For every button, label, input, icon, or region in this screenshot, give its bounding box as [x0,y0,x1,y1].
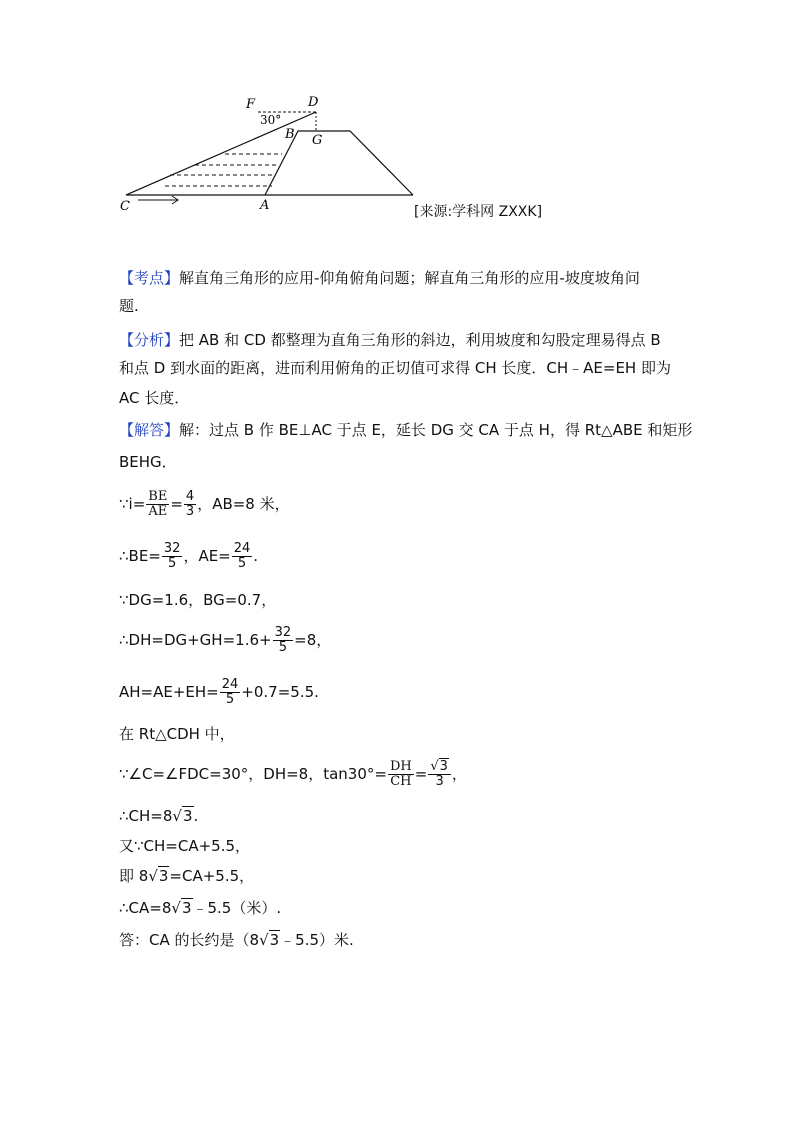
kaodian-line-2: 题. [119,297,139,315]
kaodian-text-1: 解直角三角形的应用-仰角俯角问题；解直角三角形的应用-坡度坡角问 [179,269,640,287]
fraction-32-5: $\frac{32}{5}$ [163,541,181,571]
fenxi-line-1 [119,330,661,350]
fraction-32-5b: $\frac{32}{5}$ [274,625,292,655]
step-7: ∵∠C=∠FDC=30°，DH=8，tan30°= $\frac{DH}{CH}$ = $\frac{√3}{3}$ ， [119,759,467,789]
label-a: A [260,198,270,213]
jieda-line-1 [119,420,692,440]
step-11: ∴CA=8√3﹣5.5（米）. [119,899,282,917]
label-b: B [285,127,295,142]
kaodian-tag: 【考点】 [119,269,180,287]
step-2: ∴BE= $\frac{32}{5}$ ，AE= $\frac{24}{5}$ . [119,541,259,571]
step-3: ∵DG=1.6，BG=0.7， [119,591,277,609]
step-4: ∴DH=DG+GH=1.6+ $\frac{32}{5}$ =8， [119,625,332,655]
kaodian-line-1 [119,268,640,288]
label-g: G [312,133,323,148]
jieda-line-2: BEHG． [119,453,177,471]
step-6: 在 Rt△CDH 中， [119,725,235,743]
fraction-dh-ch: $\frac{DH}{CH}$ [389,759,412,789]
step-8: ∴CH=8√3. [119,807,199,825]
source-note: [来源:学科网 ZXXK] [414,204,543,220]
fraction-sqrt3-3: $\frac{√3}{3}$ [428,760,451,789]
step-9: 又∵CH=CA+5.5， [119,837,251,855]
fraction-be-ae: $\frac{BE}{AE}$ [148,489,168,519]
step-1-post: ，AB=8 米， [197,495,290,513]
label-angle: 30° [260,113,282,127]
fraction-4-3: $\frac{4}{3}$ [185,489,195,519]
sqrt-3d: √3 [259,931,280,949]
jieda-tag: 【解答】 [119,421,180,439]
step-1: ∵i= $\frac{BE}{AE}$ = $\frac{4}{3}$ ，AB=8 米， [119,489,290,519]
sqrt-3: √3 [172,807,193,825]
sqrt-3c: √3 [171,899,192,917]
answer-line: 答：CA 的长约是（8√3﹣5.5）米. [119,931,354,949]
label-d: D [308,95,319,110]
fraction-24-5b: $\frac{24}{5}$ [221,677,239,707]
step-10: 即 8√3=CA+5.5， [119,867,255,885]
label-f: F [246,97,256,112]
fenxi-line-3: AC 长度． [119,389,190,407]
sqrt-3b: √3 [148,867,169,885]
fraction-24-5: $\frac{24}{5}$ [233,541,251,571]
label-c: C [120,199,130,214]
step-1-pre: ∵i= [119,495,146,513]
dam-diagram [110,88,430,218]
fenxi-tag: 【分析】 [119,331,180,349]
jieda-text-1: 解：过点 B 作 BE⊥AC 于点 E，延长 DG 交 CA 于点 H，得 Rt△ABE 和矩形 [179,421,693,439]
fenxi-line-2: 和点 D 到水面的距离，进而利用俯角的正切值可求得 CH 长度．CH﹣AE=EH 即为 [119,359,671,377]
sight-line-cd [126,112,316,195]
fenxi-text-1: 把 AB 和 CD 都整理为直角三角形的斜边，利用坡度和勾股定理易得点 B [179,331,661,349]
step-5: AH=AE+EH= $\frac{24}{5}$ +0.7=5.5. [119,677,319,707]
